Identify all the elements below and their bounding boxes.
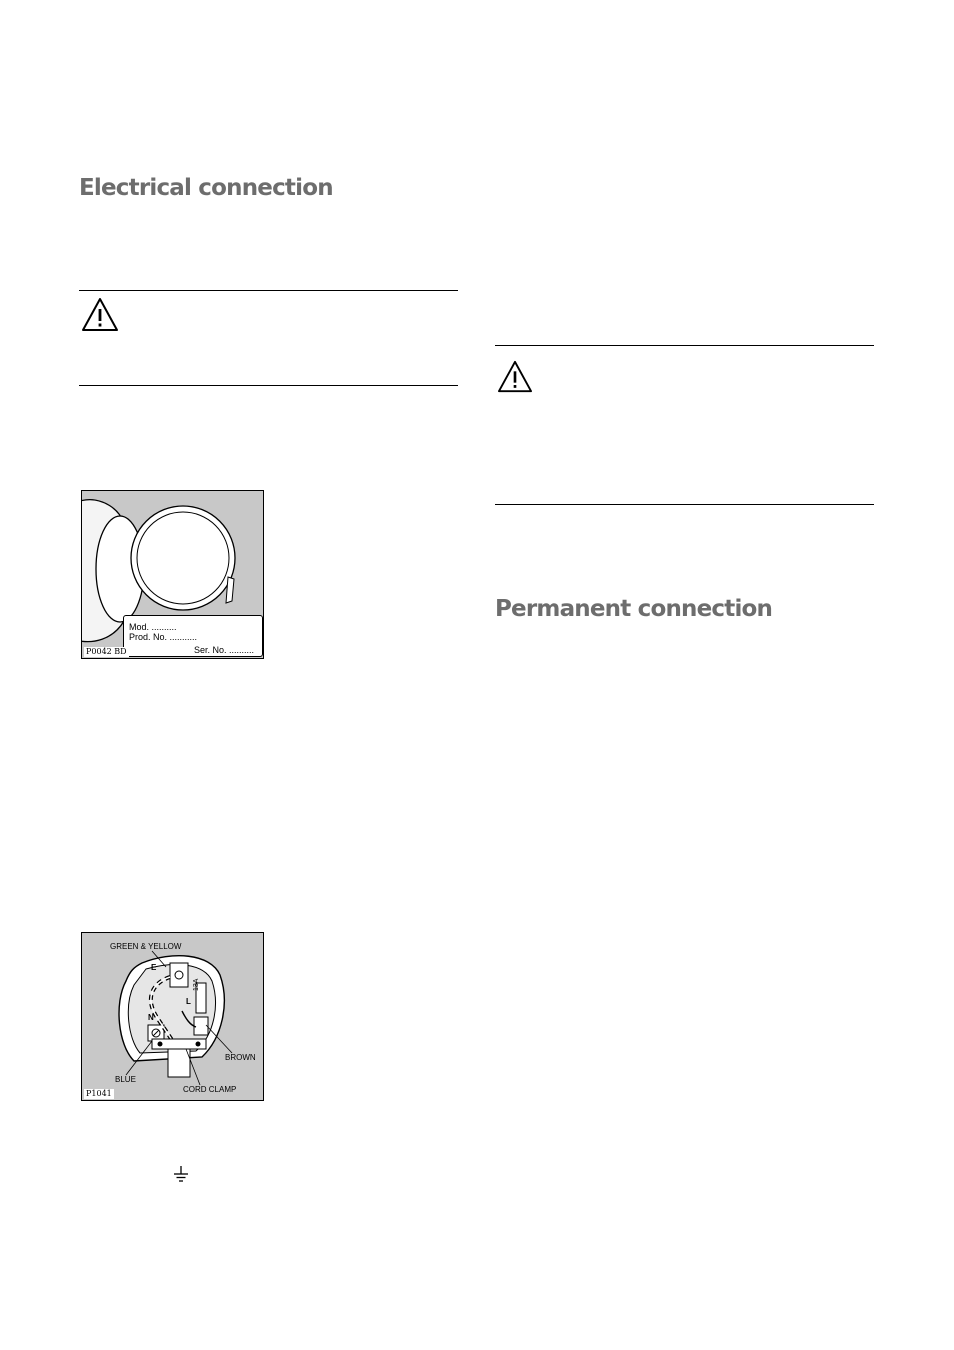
figure-code: P0042 BD [86, 647, 127, 656]
warning-box-bottom-rule [79, 385, 458, 386]
warning-box-top-rule [79, 290, 458, 291]
label-blue: BLUE [115, 1075, 136, 1084]
warning-triangle-icon [81, 297, 119, 333]
figure-plug-wiring [81, 932, 264, 1101]
warning-box-bottom-rule [495, 504, 874, 505]
rating-plate-serial-number: Ser. No. .......... [193, 645, 254, 655]
label-fuse-rating: 13A [193, 978, 200, 991]
heading-permanent-connection: Permanent connection [495, 596, 773, 622]
plug-wiring-illustration [82, 933, 264, 1101]
rating-plate-product-number: Prod. No. ........... [129, 632, 198, 642]
label-brown: BROWN [225, 1053, 256, 1062]
rating-plate-model: Mod. .......... [129, 622, 177, 632]
figure-code: P1041 [86, 1089, 112, 1098]
warning-triangle-icon [497, 360, 533, 394]
label-terminal-n: N [148, 1013, 154, 1022]
label-green-yellow: GREEN & YELLOW [110, 942, 182, 951]
label-cord-clamp: CORD CLAMP [183, 1085, 237, 1094]
earth-ground-icon [172, 1165, 190, 1185]
rating-plate-label [123, 615, 263, 657]
figure-rating-plate [81, 490, 264, 659]
warning-box-top-rule [495, 345, 874, 346]
heading-electrical-connection: Electrical connection [79, 175, 333, 201]
label-terminal-e: E [151, 963, 157, 972]
label-terminal-l: L [186, 997, 191, 1006]
